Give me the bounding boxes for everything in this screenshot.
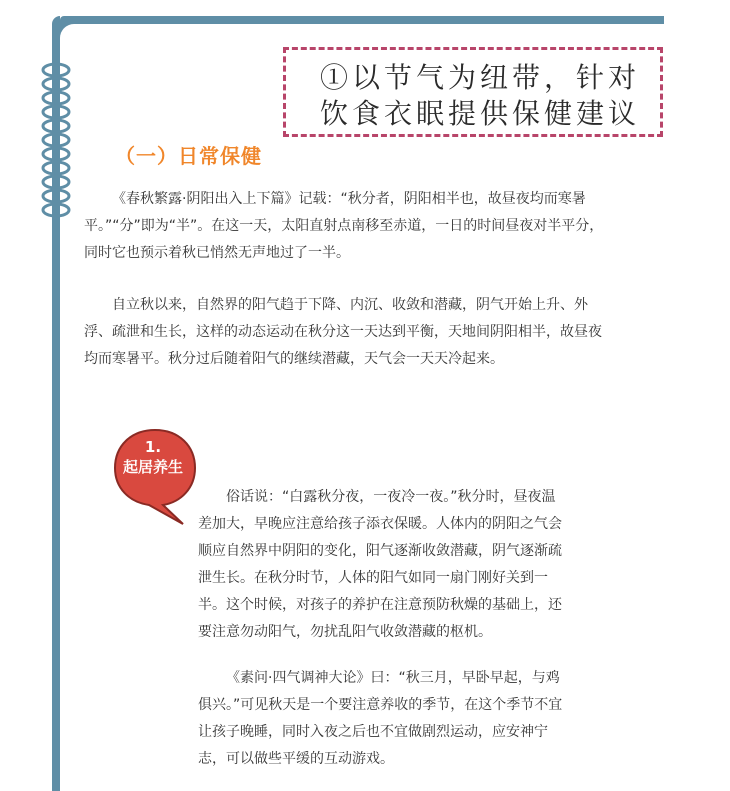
paragraph-4: 《素问·四气调神大论》曰：“秋三月，早卧早起，与鸡俱兴。”可见秋天是一个要注意养收的季节，在这个季节不宜让孩子晚睡，同时入夜之后也不宜做剧烈运动，应安神宁志，可以做些平缓的互动游戏。 bbox=[198, 670, 563, 767]
title-callout-box bbox=[283, 47, 663, 137]
badge-number: 1. bbox=[144, 438, 162, 456]
title-line-2: 饮食衣眠提供保健建议 bbox=[320, 97, 641, 130]
paragraph-1: 《春秋繁露·阴阳出入上下篇》记载：“秋分者，阴阳相半也，故昼夜均而寒暑平。”“分”即为“半”。在这一天，太阳直射点南移至赤道，一日的时间昼夜对半平分，同时它也预示着秋已悄然无声地过了一半。 bbox=[84, 191, 604, 261]
title-line-1: ①以节气为纽带，针对 bbox=[320, 61, 641, 94]
paragraph-2: 自立秋以来，自然界的阳气趋于下降、内沉、收敛和潜藏，阴气开始上升、外浮、疏泄和生长，这样的动态运动在秋分这一天达到平衡，天地间阴阳相半，故昼夜均而寒暑平。秋分过后随着阳气的继续潜藏，天气会一天天冷起来。 bbox=[84, 297, 602, 367]
paragraph-3: 俗话说：“白露秋分夜，一夜冷一夜。”秋分时，昼夜温差加大，早晚应注意给孩子添衣保暖。人体内的阴阳之气会顺应自然界中阴阳的变化，阳气逐渐收敛潜藏，阴气逐渐疏泄生长。在秋分时节，人体的阳气如同一扇门刚好关到一半。这个时候，对孩子的养护在注意预防秋燥的基础上，还要注意勿动阳气，勿扰乱阳气收敛潜藏的枢机。 bbox=[198, 489, 562, 640]
badge-label-group bbox=[111, 437, 195, 477]
spiral-binding-icon bbox=[36, 62, 76, 232]
section-heading: （一）日常保健 bbox=[115, 144, 262, 168]
badge-label: 起居养生 bbox=[122, 458, 183, 476]
notebook-frame-top bbox=[60, 16, 664, 24]
